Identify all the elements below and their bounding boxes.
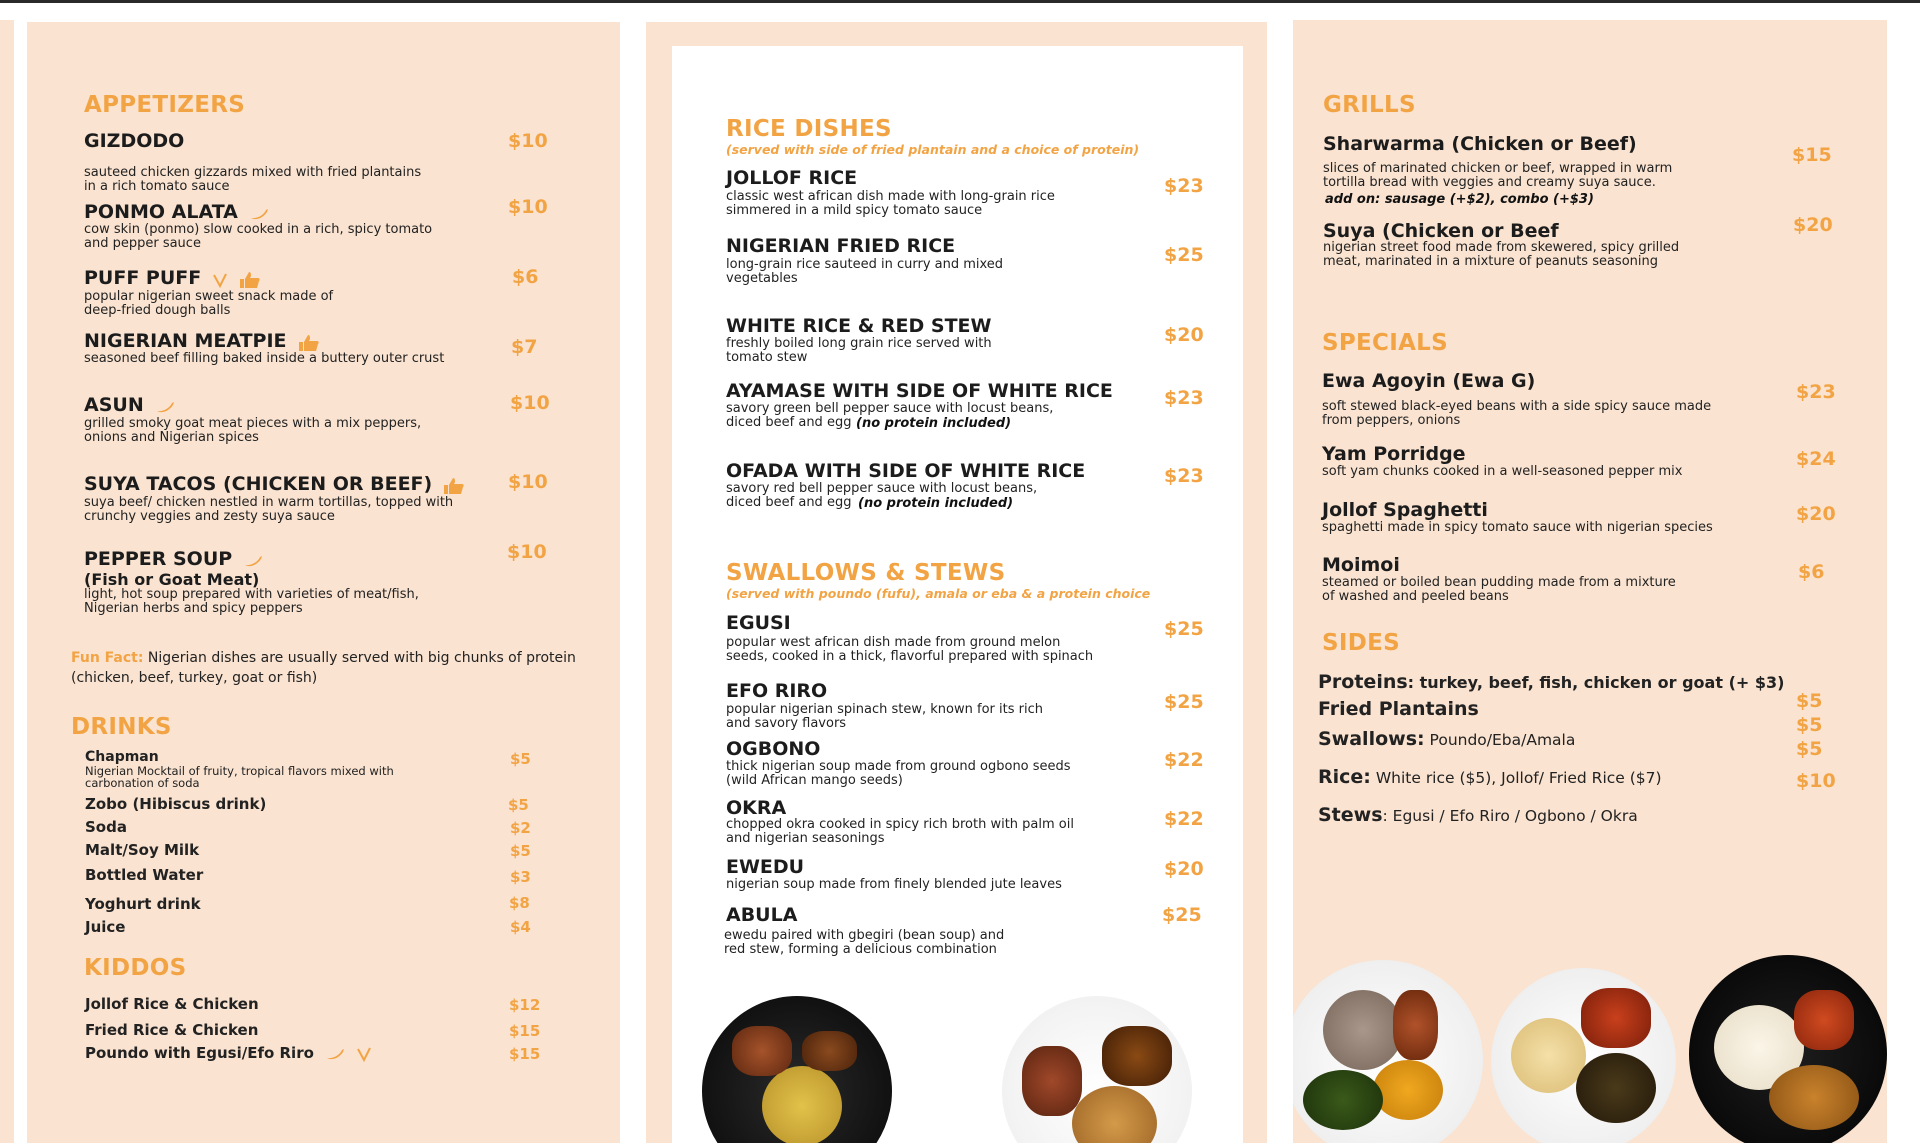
menu-item-desc: grilled smoky goat meat pieces with a mix peppers, onions and Nigerian spices <box>84 416 422 445</box>
sides-price: $5 <box>1796 690 1823 712</box>
menu-item-subname: (Fish or Goat Meat) <box>84 570 260 589</box>
menu-item-desc: nigerian soup made from finely blended jute leaves <box>726 877 1062 892</box>
menu-item-price: $20 <box>1793 214 1833 236</box>
menu-item-name: NIGERIAN MEATPIE <box>84 330 287 352</box>
kids-item-price: $15 <box>509 1045 541 1063</box>
menu-item-note: (no protein included) <box>858 496 1014 511</box>
jollof-rice-plate-image <box>702 996 892 1143</box>
drink-price: $3 <box>510 868 531 886</box>
kids-item-row <box>85 1043 372 1062</box>
sides-stews-label: Stews <box>1318 804 1383 826</box>
sides-proteins-text: : turkey, beef, fish, chicken or goat (+ $3) <box>1407 673 1785 692</box>
kids-item-name: Poundo with Egusi/Efo Riro <box>85 1044 314 1062</box>
menu-item-name: PUFF PUFF <box>84 267 202 289</box>
menu-item-name: Sharwarma (Chicken or Beef) <box>1323 133 1637 155</box>
menu-item-row <box>84 548 263 570</box>
menu-item-desc: popular nigerian sweet snack made of deep-fried dough balls <box>84 289 334 318</box>
menu-item-name: WHITE RICE & RED STEW <box>726 315 992 337</box>
sides-rice <box>1318 766 1662 788</box>
menu-item-name: Jollof Spaghetti <box>1322 499 1488 521</box>
menu-item-price: $20 <box>1796 503 1836 525</box>
menu-item-desc: steamed or boiled bean pudding made from a mixture of washed and peeled beans <box>1322 575 1676 604</box>
menu-item-price: $7 <box>511 336 538 358</box>
menu-item-price: $23 <box>1796 381 1836 403</box>
menu-item-desc: classic west african dish made with long-grain rice simmered in a mild spicy tomato sauce <box>726 189 1055 218</box>
kids-item-price: $15 <box>509 1022 541 1040</box>
menu-item-price: $24 <box>1796 448 1836 470</box>
drink-price: $2 <box>510 819 531 837</box>
menu-item-desc: thick nigerian soup made from ground ogbono seeds (wild African mango seeds) <box>726 759 1071 788</box>
menu-item-desc: popular nigerian spinach stew, known for its rich and savory flavors <box>726 702 1043 731</box>
menu-item-price: $10 <box>508 196 548 218</box>
sides-swallows-text: Poundo/Eba/Amala <box>1424 731 1576 749</box>
menu-item-desc: savory green bell pepper sauce with locust beans, diced beef and egg <box>726 401 1054 430</box>
menu-item-name: JOLLOF RICE <box>726 167 858 189</box>
menu-item-name: PEPPER SOUP <box>84 548 233 570</box>
drink-price: $5 <box>508 796 529 814</box>
menu-item-desc: soft stewed black-eyed beans with a side spicy sauce made from peppers, onions <box>1322 399 1712 428</box>
menu-item-price: $23 <box>1164 465 1204 487</box>
fried-rice-plate-image <box>1002 996 1192 1143</box>
kids-item-price: $12 <box>509 996 541 1014</box>
sides-price: $5 <box>1796 714 1823 736</box>
rice-dishes-subheading: (served with side of fried plantain and a choice of protein) <box>726 142 1140 157</box>
menu-item-name: SUYA TACOS (CHICKEN OR BEEF) <box>84 473 433 495</box>
top-border <box>0 0 1920 3</box>
menu-panel-left <box>27 22 620 1143</box>
menu-item-desc: light, hot soup prepared with varieties of meat/fish, Nigerian herbs and spicy peppers <box>84 587 419 616</box>
menu-item-price: $22 <box>1164 749 1204 771</box>
vegetarian-icon <box>356 1046 372 1062</box>
menu-item-note: (no protein included) <box>856 416 1012 431</box>
menu-item-price: $20 <box>1164 324 1204 346</box>
menu-panel-right <box>1293 20 1887 1143</box>
menu-item-desc: ewedu paired with gbegiri (bean soup) and red stew, forming a delicious combination <box>724 928 1005 957</box>
menu-item-price: $25 <box>1164 244 1204 266</box>
menu-item-name: EWEDU <box>726 856 805 878</box>
menu-item-price: $23 <box>1164 175 1204 197</box>
menu-item-desc: spaghetti made in spicy tomato sauce with nigerian species <box>1322 520 1713 535</box>
menu-item-desc: nigerian street food made from skewered, spicy grilled meat, marinated in a mixture of peanuts seasoning <box>1323 240 1680 269</box>
chili-pepper-icon <box>243 554 263 568</box>
menu-item-name: Ewa Agoyin (Ewa G) <box>1322 370 1536 392</box>
menu-item-desc: seasoned beef filling baked inside a buttery outer crust <box>84 351 445 366</box>
swallow-plate-image <box>1293 960 1483 1143</box>
menu-item-price: $25 <box>1162 904 1202 926</box>
sides-plantains-label: Fried Plantains <box>1318 698 1479 720</box>
menu-item-desc: slices of marinated chicken or beef, wrapped in warm tortilla bread with veggies and creamy suya sauce. <box>1323 161 1673 190</box>
swallows-stews-subheading: (served with poundo (fufu), amala or eba & a protein choice <box>726 586 1151 601</box>
menu-card <box>672 46 1243 1143</box>
sides-price: $5 <box>1796 738 1823 760</box>
menu-item-desc: sauteed chicken gizzards mixed with fried plantains in a rich tomato sauce <box>84 165 422 194</box>
chili-pepper-icon <box>155 400 175 414</box>
fun-fact <box>71 648 576 668</box>
sides-proteins-label: Proteins <box>1318 671 1408 693</box>
menu-item-desc: soft yam chunks cooked in a well-seasoned pepper mix <box>1322 464 1683 479</box>
sides-stews-text: : Egusi / Efo Riro / Ogbono / Okra <box>1382 807 1638 825</box>
vegetarian-icon <box>212 272 228 288</box>
menu-item-name: ABULA <box>726 904 798 926</box>
menu-item-row <box>84 201 269 223</box>
menu-item-row <box>84 267 261 289</box>
grills-heading: GRILLS <box>1323 92 1416 118</box>
menu-item-desc: cow skin (ponmo) slow cooked in a rich, spicy tomato and pepper sauce <box>84 222 433 251</box>
drink-desc: Nigerian Mocktail of fruity, tropical flavors mixed with carbonation of soda <box>85 764 394 790</box>
menu-item-name: Suya (Chicken or Beef <box>1323 220 1559 242</box>
menu-item-price: $20 <box>1164 858 1204 880</box>
menu-item-row <box>84 394 175 416</box>
sides-proteins <box>1318 671 1784 693</box>
menu-item-price: $10 <box>507 541 547 563</box>
menu-item-price: $23 <box>1164 387 1204 409</box>
drink-name: Juice <box>85 918 126 936</box>
menu-item-desc: suya beef/ chicken nestled in warm tortillas, topped with crunchy veggies and zesty suya sauce <box>84 495 454 524</box>
sides-stews <box>1318 804 1638 826</box>
fun-fact-text: (chicken, beef, turkey, goat or fish) <box>71 670 318 686</box>
menu-item-desc: popular west african dish made from ground melon seeds, cooked in a thick, flavorful prepared with spinach <box>726 635 1094 664</box>
sides-swallows <box>1318 728 1575 750</box>
menu-item-desc: chopped okra cooked in spicy rich broth with palm oil and nigerian seasonings <box>726 817 1074 846</box>
menu-item-name: OFADA WITH SIDE OF WHITE RICE <box>726 460 1086 482</box>
menu-item-name: OKRA <box>726 797 787 819</box>
menu-item-name: AYAMASE WITH SIDE OF WHITE RICE <box>726 380 1113 402</box>
menu-item-note: add on: sausage (+$2), combo (+$3) <box>1325 192 1594 207</box>
thumbs-up-icon <box>239 271 261 289</box>
egusi-plate-image <box>1689 955 1887 1143</box>
drink-name: Yoghurt drink <box>85 895 201 913</box>
specials-heading: SPECIALS <box>1322 330 1448 356</box>
menu-item-price: $15 <box>1792 144 1832 166</box>
menu-panel-middle <box>646 22 1267 1143</box>
sides-heading: SIDES <box>1322 630 1400 656</box>
menu-item-name: EGUSI <box>726 612 791 634</box>
chili-pepper-icon <box>249 207 269 221</box>
drink-price: $8 <box>509 894 530 912</box>
menu-item-row <box>84 330 320 352</box>
menu-item-price: $10 <box>508 471 548 493</box>
drink-price: $5 <box>510 750 531 768</box>
sides-rice-text: White rice ($5), Jollof/ Fried Rice ($7) <box>1370 769 1662 787</box>
kids-item-name: Fried Rice & Chicken <box>85 1021 259 1039</box>
fun-fact-text: Nigerian dishes are usually served with big chunks of protein <box>143 650 576 666</box>
appetizers-heading: APPETIZERS <box>84 92 246 118</box>
menu-item-name: GIZDODO <box>84 130 185 152</box>
thumbs-up-icon <box>298 334 320 352</box>
sides-swallows-label: Swallows: <box>1318 728 1425 750</box>
drink-price: $4 <box>510 918 531 936</box>
kiddos-heading: KIDDOS <box>84 955 187 981</box>
menu-item-name: Moimoi <box>1322 554 1400 576</box>
sides-plantains <box>1318 698 1479 720</box>
sides-price: $10 <box>1796 770 1836 792</box>
thumbs-up-icon <box>443 477 465 495</box>
drinks-heading: DRINKS <box>71 714 172 740</box>
rice-dishes-heading: RICE DISHES <box>726 116 892 142</box>
menu-item-price: $6 <box>1798 561 1825 583</box>
menu-item-price: $25 <box>1164 618 1204 640</box>
drink-name: Zobo (Hibiscus drink) <box>85 795 267 813</box>
menu-item-price: $10 <box>508 130 548 152</box>
swallows-stews-heading: SWALLOWS & STEWS <box>726 560 1006 586</box>
drink-name: Chapman <box>85 749 159 765</box>
menu-item-price: $10 <box>510 392 550 414</box>
menu-item-desc: savory red bell pepper sauce with locust beans, diced beef and egg <box>726 481 1038 510</box>
menu-item-desc: long-grain rice sauteed in curry and mixed vegetables <box>726 257 1004 286</box>
menu-item-price: $6 <box>512 266 539 288</box>
kids-item-name: Jollof Rice & Chicken <box>85 995 259 1013</box>
menu-item-name: ASUN <box>84 394 144 416</box>
menu-item-name: OGBONO <box>726 738 821 760</box>
sides-rice-label: Rice: <box>1318 766 1371 788</box>
efo-riro-plate-image <box>1491 968 1676 1143</box>
drink-price: $5 <box>510 842 531 860</box>
menu-item-price: $25 <box>1164 691 1204 713</box>
menu-item-desc: freshly boiled long grain rice served with tomato stew <box>726 336 992 365</box>
left-edge-strip <box>0 20 14 1143</box>
menu-item-row <box>84 473 465 495</box>
drink-name: Soda <box>85 818 127 836</box>
fun-fact-label: Fun Fact: <box>71 650 144 666</box>
drink-name: Bottled Water <box>85 866 204 884</box>
menu-item-name: NIGERIAN FRIED RICE <box>726 235 956 257</box>
menu-item-name: PONMO ALATA <box>84 201 238 223</box>
menu-item-name: Yam Porridge <box>1322 443 1466 465</box>
chili-pepper-icon <box>325 1047 345 1061</box>
drink-name: Malt/Soy Milk <box>85 841 200 859</box>
menu-item-name: EFO RIRO <box>726 680 828 702</box>
menu-item-price: $22 <box>1164 808 1204 830</box>
